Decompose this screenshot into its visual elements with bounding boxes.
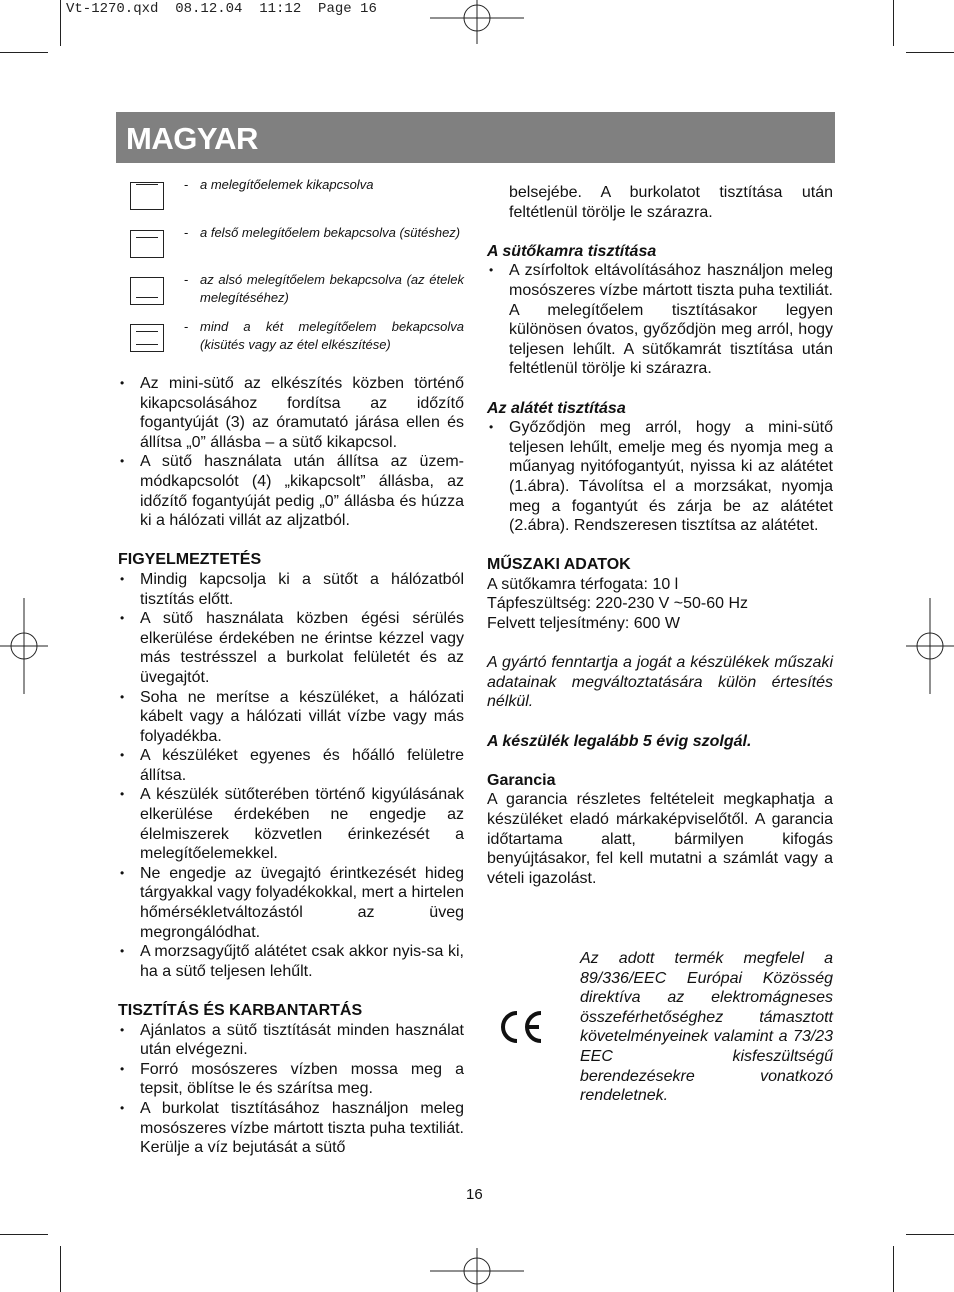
section-heading: TISZTÍTÁS ÉS KARBANTARTÁS — [118, 1002, 363, 1019]
registration-mark-icon — [0, 598, 48, 694]
list-item: • A sütő használata közben égési sérülés elkerülése érdekében ne érintse kézzel vagy más testrésszel a burkolat felületét és az üvegajtót. — [118, 609, 464, 687]
top-heater-icon — [130, 230, 164, 258]
mode-description: a melegítőelemek kikapcsolva — [200, 177, 374, 192]
crop-mark — [60, 0, 61, 46]
list-item: • Soha ne merítse a készüléket, a hálózati kábelt vagy a hálózati villát vízbe vagy más folyadékba. — [118, 688, 464, 747]
list-item: • A készüléket egyenes és hőálló felületre állítsa. — [118, 746, 464, 785]
list-item: • A morzsagyűjtő alátétet csak akkor nyis-sa ki, ha a sütő teljesen lehűlt. — [118, 942, 464, 981]
spec-line: Felvett teljesítmény: 600 W — [487, 615, 680, 633]
section-heading: Garancia — [487, 771, 556, 789]
disclaimer: A gyártó fenntartja a jogát a készülékek műszaki adatainak megváltoztatására külön értesítés nélkül. — [487, 654, 833, 711]
crop-mark — [0, 52, 48, 53]
list-item: • A sütő használata után állítsa az üzem-módkapcsolót (4) „kikapcsolt” állásba, az időzítő fogantyúját pedig „0” állásba és húzza ki a hálózati villát az aljzatból. — [118, 452, 464, 530]
mode-description: az alsó melegítőelem bekapcsolva (az ételek melegítéséhez) — [200, 272, 464, 305]
warranty-text: A garancia részletes feltételeit megkaphatja a készüléket eladó márkaképviselőtől. A garancia időtartama alatt, bármilyen kifogás benyújtásakor, fel kell mutatni a számlát vagy a vételi igazolást. — [487, 791, 833, 887]
print-slug: Vt-1270.qxd 08.12.04 11:12 Page 16 — [66, 1, 377, 17]
crop-mark — [906, 1234, 954, 1235]
crop-mark — [893, 1246, 894, 1292]
list-item: • Mindig kapcsolja ki a sütőt a hálózatból tisztítás előtt. — [118, 570, 464, 609]
subsection-heading: A sütőkamra tisztítása — [487, 242, 657, 260]
list-item: • A készülék sütőterében történő kigyúlásának elkerülése érdekében ne engedje az élelmiszerek közvetlen érinkezését a melegítőelemekkel. — [118, 785, 464, 863]
list-item: • Forró mosószeres vízben mossa meg a tepsit, öblítse le és szárítsa meg. — [118, 1060, 464, 1099]
crop-mark — [906, 52, 954, 53]
crop-mark — [0, 1234, 48, 1235]
list-item: • Ajánlatos a sütő tisztítását minden használat után elvégezni. — [118, 1021, 464, 1060]
language-banner — [116, 112, 835, 163]
tray-list — [487, 418, 833, 536]
registration-mark-icon — [430, 0, 524, 44]
both-heaters-icon — [130, 324, 164, 352]
registration-mark-icon — [906, 598, 954, 694]
warning-list — [118, 570, 464, 981]
lifetime-note: A készülék legalább 5 évig szolgál. — [487, 732, 752, 750]
subsection-heading: Az alátét tisztítása — [487, 399, 626, 417]
mode-description: a felső melegítőelem bekapcsolva (sütéshez) — [200, 225, 461, 240]
list-item: • A zsírfoltok eltávolításához használjon meleg mosószeres vízbe mártott tiszta puha textiliát. A melegítőelem tisztításakor legyen különösen óvatos, győződjön meg arról, hogy teljesen lehűlt. A sütőkamrát tisztítása után feltétlenül törölje ki szárazra. — [487, 261, 833, 379]
spec-line: Tápfeszültség: 220-230 V ~50-60 Hz — [487, 595, 749, 613]
page-number: 16 — [466, 1186, 483, 1203]
section-heading: MŰSZAKI ADATOK — [487, 556, 631, 574]
registration-mark-icon — [430, 1248, 524, 1292]
cleaning-list — [118, 1021, 464, 1158]
chamber-list — [487, 261, 833, 379]
continued-paragraph: belsejébe. A burkolatot tisztítása után feltétlenül törölje le szárazra. — [509, 184, 833, 221]
page-title: MAGYAR — [126, 121, 258, 156]
intro-list — [118, 374, 464, 531]
right-column — [487, 183, 833, 888]
left-column — [118, 374, 464, 1158]
crop-mark — [893, 0, 894, 46]
ce-mark-icon — [497, 1009, 545, 1045]
ce-compliance-text: Az adott termék megfelel a 89/336/EEC Európai Közösség direktíva az elektromágneses összeférhetőséghez támasztott követelményeinek valamint a 73/23 EEC kisfeszültségű berendezésekre vonatkozó rendeletnek. — [580, 950, 833, 1105]
crop-mark — [60, 1246, 61, 1292]
list-item: • Ne engedje az üvegajtó érintkezését hideg tárgyakkal vagy folyadékokkal, mert a hirtelen hőmérsékletváltozástól az üveg megrongálódhat. — [118, 864, 464, 942]
section-heading: FIGYELMEZTETÉS — [118, 551, 262, 569]
bottom-heater-icon — [130, 277, 164, 305]
mode-description: mind a két melegítőelem bekapcsolva (kisütés vagy az étel elkészítése) — [200, 319, 464, 352]
list-item: • A burkolat tisztításához használjon meleg mosószeres vízbe mártott tiszta puha textiliát. Kerülje a víz bejutását a sütő — [118, 1099, 464, 1158]
list-item: • Az mini-sütő az elkészítés közben történő kikapcsolásához fordítsa az időzítő fogantyúját (3) az óramutató járása ellen és állítsa „0” állásba – a sütő kikapcsol. — [118, 374, 464, 452]
spec-line: A sütőkamra térfogata: 10 l — [487, 575, 679, 593]
both-off-icon — [130, 182, 164, 210]
list-item: • Győződjön meg arról, hogy a mini-sütő teljesen lehűlt, emelje meg és nyomja meg a műanyag nyitófogantyút, nyissa ki az alátétet (1.ábra). Távolítsa el a morzsákat, nyomja meg a fogantyút és zárja be az alátétet (2.ábra). Rendszeresen tisztítsa az alátétet. — [487, 418, 833, 536]
